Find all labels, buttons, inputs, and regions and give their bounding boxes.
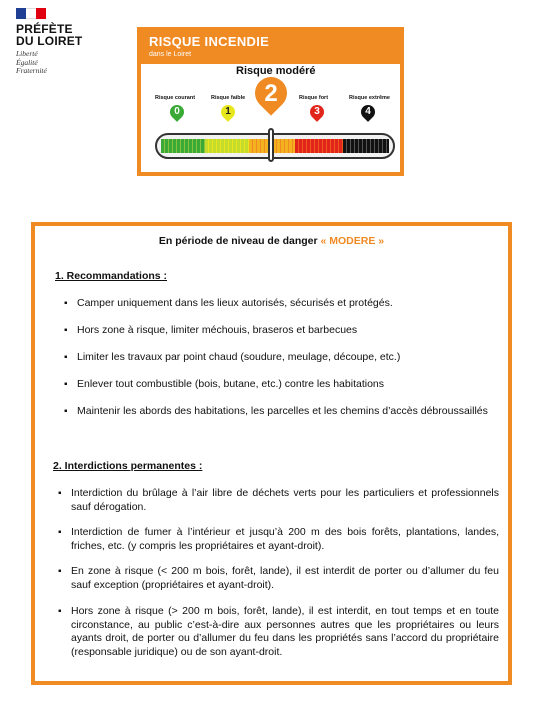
gauge-needle bbox=[268, 128, 274, 162]
interdiction-item: ▪ Interdiction du brûlage à l’air libre de déchets verts pour les particuliers et professionnels sauf dérogation. bbox=[71, 487, 499, 514]
level-4-number: 4 bbox=[365, 106, 371, 117]
french-flag-icon bbox=[16, 8, 46, 19]
level-label-0: Risque courant bbox=[155, 95, 196, 101]
fire-risk-banner bbox=[137, 27, 404, 176]
interdictions-heading: 2. Interdictions permanentes : bbox=[53, 460, 203, 472]
level-1-number: 1 bbox=[225, 106, 231, 117]
gauge-segment-1 bbox=[205, 139, 249, 153]
recommendation-item: ▪ Limiter les travaux par point chaud (soudure, meulage, découpe, etc.) bbox=[77, 351, 487, 365]
republic-motto: Liberté Égalité Fraternité bbox=[16, 49, 47, 75]
level-3-number: 3 bbox=[314, 106, 320, 117]
banner-title: RISQUE INCENDIE bbox=[149, 34, 270, 49]
level-label-4: Risque extrême bbox=[349, 95, 390, 101]
current-risk-label: Risque modéré bbox=[236, 65, 316, 77]
interdiction-item: ▪ Interdiction de fumer à l’intérieur et jusqu’à 200 m des bois forêts, plantations, landes, friches, etc. (y compris les propriétaires et ayant-droit). bbox=[71, 526, 499, 553]
risk-gauge bbox=[155, 133, 395, 159]
level-label-1: Risque faible bbox=[211, 95, 246, 101]
banner-subtitle: dans le Loiret bbox=[149, 51, 192, 58]
level-label-3: Risque fort bbox=[299, 95, 329, 101]
prefecture-name: PRÉFÈTE DU LOIRET bbox=[16, 22, 83, 48]
interdiction-item: ▪ Hors zone à risque (> 200 m bois, forêt, lande), il est interdit, en tout temps et en toute circonstance, au public c’est-à-dire aux personnes autres que les propriétaires ou leurs ayants droit, de porter ou d’allumer du feu dans les propriétés sans l’accord du propriétaire (responsable juridique) ou de son ayant-droit. bbox=[71, 605, 499, 659]
notice-box bbox=[31, 222, 512, 685]
recommendation-item: ▪ Enlever tout combustible (bois, butane, etc.) contre les habitations bbox=[77, 378, 487, 392]
gauge-segment-3 bbox=[295, 139, 343, 153]
notice-title-level: « MODERE » bbox=[320, 235, 385, 247]
recommendation-item: ▪ Maintenir les abords des habitations, les parcelles et les chemins d’accès débroussaillés bbox=[77, 405, 497, 419]
notice-title: En période de niveau de danger « MODERE » bbox=[158, 235, 385, 247]
gauge-segment-4 bbox=[343, 139, 389, 153]
recommendation-item: ▪ Camper uniquement dans les lieux autorisés, sécurisés et protégés. bbox=[77, 297, 487, 311]
level-0-number: 0 bbox=[174, 106, 180, 117]
interdiction-item: ▪ En zone à risque (< 200 m bois, forêt, lande), il est interdit de porter ou d’allumer du feu sauf exception (propriétaires et ayant-droit). bbox=[71, 565, 499, 592]
recommendation-item: ▪ Hors zone à risque, limiter méchouis, braseros et barbecues bbox=[77, 324, 487, 338]
banner-header bbox=[141, 31, 400, 64]
gauge-segment-0 bbox=[161, 139, 205, 153]
current-level-number: 2 bbox=[264, 80, 278, 107]
prefecture-logo bbox=[16, 8, 96, 76]
recommendations-heading: 1. Recommandations : bbox=[55, 270, 168, 282]
